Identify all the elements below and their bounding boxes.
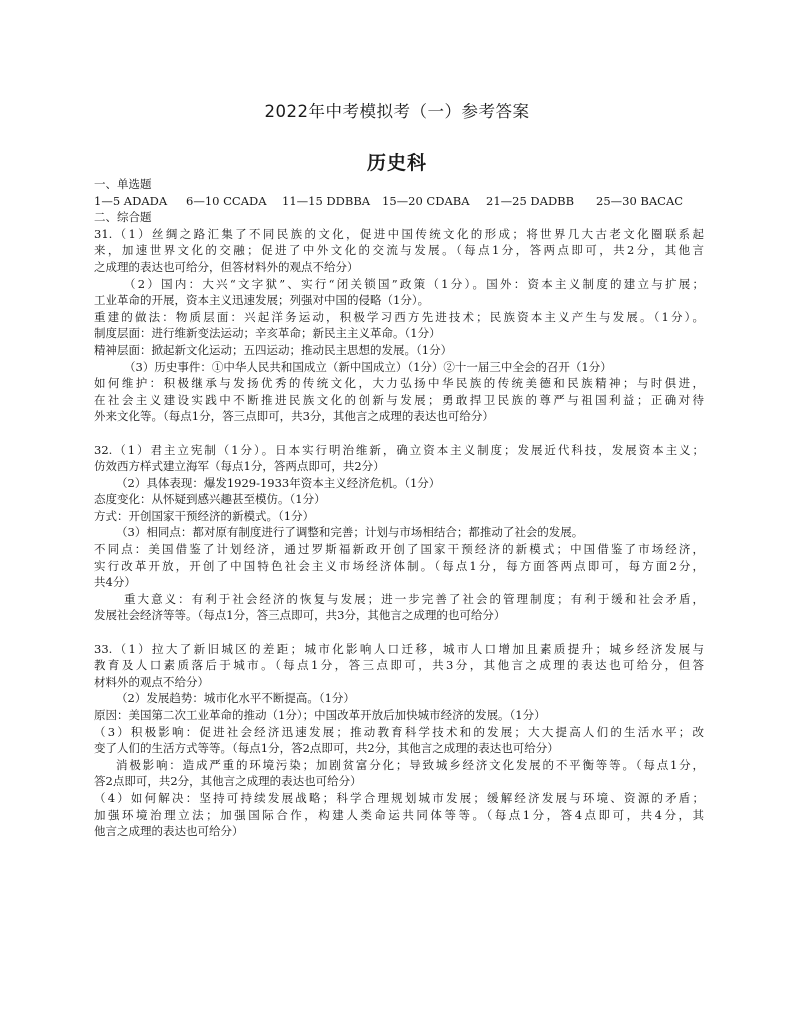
- q31-line: 如何维护：积极继承与发扬优秀的传统文化，大力弘扬中华民族的传统美德和民族精神；与时俱进，: [94, 376, 704, 391]
- q31-line: 工业革命的开展，资本主义迅速发展；列强对中国的侵略（1分）。: [94, 293, 430, 308]
- answer-content: [94, 176, 704, 840]
- q32-line: 态度变化：从怀疑到感兴趣甚至模仿。（1分）: [94, 492, 326, 507]
- q33-line: （4）如何解决：坚持可持续发展战略；科学合理规划城市发展；缓解经济发展与环境、资源的矛盾；: [94, 790, 704, 805]
- q32-line: 共4分）: [94, 575, 136, 590]
- single-choice-answers: [94, 193, 704, 210]
- q32-line: 不同点：美国借鉴了计划经济，通过罗斯福新政开创了国家干预经济的新模式；中国借鉴了市场经济，: [94, 542, 704, 557]
- q31-line: 在社会主义建设实践中不断推进民族文化的创新与发展；勇敢捍卫民族的尊严与祖国利益；正确对待: [94, 392, 704, 407]
- q31-line: （2）国内：大兴“文字狱”、实行“闭关锁国”政策（1分）。国外：资本主义制度的建立与扩展；: [124, 276, 704, 291]
- answer-group-6-10: 6—10 CCADA: [186, 193, 267, 208]
- section-heading-comprehensive: 二、综合题: [94, 210, 152, 225]
- q31-line: （3）历史事件：①中华人民共和国成立（新中国成立）（1分）②十一届三中全会的召开（1分）: [124, 359, 612, 374]
- q33-line: 变了人们的生活方式等等。（每点1分，答2点即可，共2分，其他言之成理的表达也可给分）: [94, 741, 559, 756]
- q31-line: 外来文化等。（每点1分，答三点即可，共3分，其他言之成理的表达也可给分）: [94, 409, 494, 424]
- answer-group-1-5: 1—5 ADADA: [94, 193, 168, 208]
- document-title: 2022年中考模拟考（一）参考答案: [264, 102, 530, 121]
- q32-line: 方式：开创国家干预经济的新模式。（1分）: [94, 508, 315, 523]
- q31-line: 来，加速世界文化的交融；促进了中外文化的交流与发展。（每点1分，答两点即可，共2分，其他言: [94, 243, 704, 258]
- q33-line: 消极影响：造成严重的环境污染；加剧贫富分化；导致城乡经济文化发展的不平衡等等。（每点1分，: [116, 757, 704, 772]
- answer-group-25-30: 25—30 BACAC: [596, 193, 684, 208]
- q32-line: 发展社会经济等等。（每点1分，答三点即可，共3分，其他言之成理的也可给分）: [94, 608, 506, 623]
- q33-line: （3）积极影响：促进社会经济迅速发展；推动教育科学技术和的发展；大大提高人们的生活水平；改: [94, 724, 704, 739]
- answer-group-15-20: 15—20 CDABA: [382, 193, 470, 208]
- q31-line: 重建的做法：物质层面：兴起洋务运动，积极学习西方先进技术；民族资本主义产生与发展。（1分）。: [94, 309, 704, 324]
- q31-line: 制度层面：进行维新变法运动；辛亥革命；新民主主义革命。（1分）: [94, 326, 441, 341]
- subject-heading: 历史科: [366, 152, 427, 174]
- q32-line: （3）相同点：都对原有制度进行了调整和完善；计划与市场相结合；都推动了社会的发展。: [116, 525, 584, 540]
- answer-group-21-25: 21—25 DADBB: [486, 193, 575, 208]
- section-heading-single-choice: 一、单选题: [94, 177, 152, 191]
- q33-line: 33.（1）拉大了新旧城区的差距；城市化影响人口迁移，城市人口增加且素质提升；城乡经济发展与: [94, 641, 704, 656]
- q33-line: 答2点即可，共2分，其他言之成理的表达也可给分）: [94, 774, 362, 789]
- q33-line: 原因：美国第二次工业革命的推动（1分）；中国改革开放后加快城市经济的发展。（1分）: [94, 708, 546, 722]
- q31-line: 之成理的表达也可给分，但答材料外的观点不给分）: [94, 259, 359, 274]
- q32-line: 仿效西方样式建立海军（每点1分，答两点即可，共2分）: [94, 459, 385, 474]
- answer-group-11-15: 11—15 DDBBA: [282, 193, 371, 208]
- q32-line: （2）具体表现：爆发1929-1933年资本主义经济危机。（1分）: [116, 475, 441, 490]
- q33-line: 教育及人口素质落后于城市。（每点1分，答三点即可，共3分，其他言之成理的表达也可给分，但答: [94, 658, 704, 673]
- q31-line: 31.（1）丝绸之路汇集了不同民族的文化，促进中国传统文化的形成；将世界几大古老文化圈联系起: [94, 226, 704, 241]
- q33-line: 他言之成理的表达也可给分）: [94, 824, 244, 839]
- q32-line: 重大意义：有利于社会经济的恢复与发展；进一步完善了社会的管理制度；有利于缓和社会矛盾，: [124, 591, 704, 606]
- q33-line: 加强环境治理立法；加强国际合作，构建人类命运共同体等等。（每点1分，答4点即可，共4分，其: [94, 807, 704, 822]
- q32-line: 32.（1）君主立宪制（1分）。日本实行明治维新，确立资本主义制度；发展近代科技，发展资本主义；: [94, 442, 704, 457]
- q32-line: 实行改革开放，开创了中国特色社会主义市场经济体制。（每点1分，每方面答两点即可，每方面2分，: [94, 558, 704, 573]
- q33-line: 材料外的观点不给分）: [94, 674, 209, 689]
- q33-line: （2）发展趋势：城市化水平不断提高。（1分）: [116, 691, 355, 706]
- q31-line: 精神层面：掀起新文化运动；五四运动；推动民主思想的发展。（1分）: [94, 342, 453, 357]
